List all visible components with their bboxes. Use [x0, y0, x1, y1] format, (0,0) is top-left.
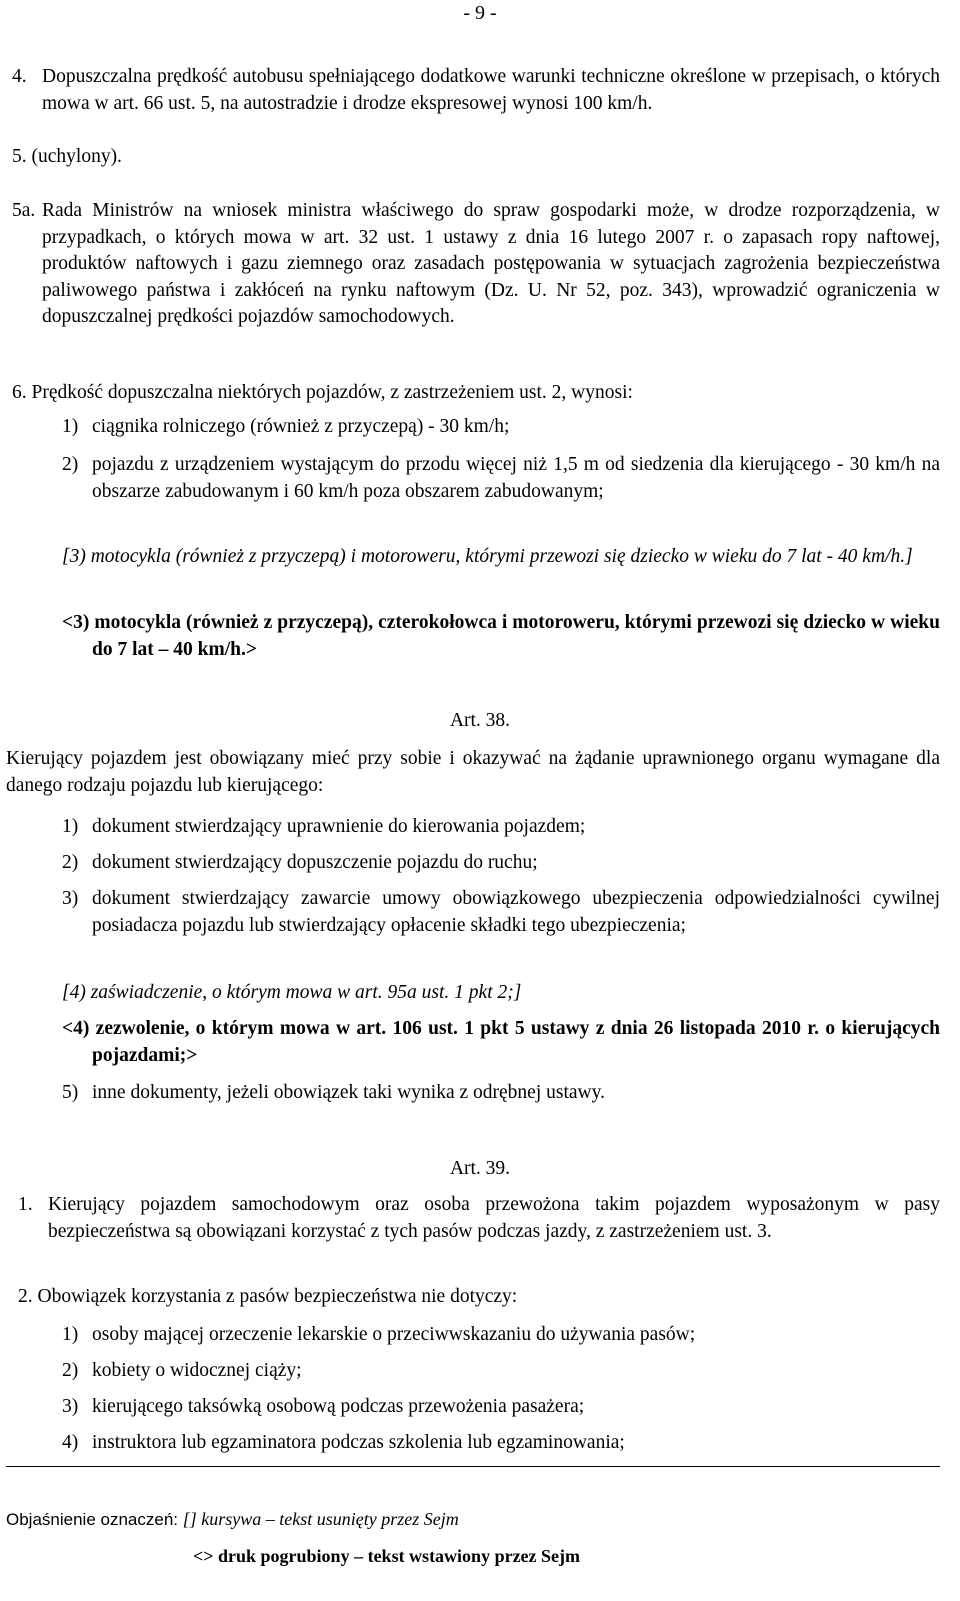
- paragraph-text: (uchylony).: [31, 146, 122, 167]
- article-title: Art. 38.: [449, 710, 511, 731]
- paragraph-text: Rada Ministrów na wniosek ministra właściwego do spraw gospodarki może, w drodze rozporządzenia, w przypadkach, o których mowa w art. 32 ust. 1 ustawy z dnia 16 lutego 2007 r. o zapasach ropy naftowej, produktów naftowych i gazu ziemnego oraz zasadach postępowania w sytuacjach zagrożenia bezpieczeństwa paliwowego państwa i zakłóceń na rynku naftowym (Dz. U. Nr 52, poz. 343), wprowadzić ograniczenia w dopuszczalnej prędkości pojazdów samochodowych.: [42, 200, 940, 327]
- page-number: - 9 -: [463, 2, 497, 24]
- paragraph-5: [12, 144, 940, 171]
- list-item: 2) pojazdu z urządzeniem wystającym do przodu więcej niż 1,5 m od siedzenia dla kierującego - 30 km/h na obszarze zabudowanym i 60 km/h poza obszarem zabudowanym;: [62, 454, 940, 502]
- paragraph-2: [18, 1284, 940, 1311]
- list-item: 1) ciągnika rolniczego (również z przyczepą) - 30 km/h;: [62, 416, 510, 437]
- list-item: 4) instruktora lub egzaminatora podczas szkolenia lub egzaminowania;: [62, 1432, 625, 1453]
- article-intro: Kierujący pojazdem jest obowiązany mieć przy sobie i okazywać na żądanie uprawnionego organu wymagane dla danego rodzaju pojazdu lub kierującego:: [6, 748, 940, 796]
- paragraph-text: Dopuszczalna prędkość autobusu spełniającego dodatkowe warunki techniczne określone w przepisach, o których mowa w art. 66 ust. 5, na autostradzie i drodze ekspresowej wynosi 100 km/h.: [42, 66, 940, 114]
- list-item: 1) osoby mającej orzeczenie lekarskie o przeciwwskazaniu do używania pasów;: [62, 1324, 696, 1345]
- list-item: 2) dokument stwierdzający dopuszczenie pojazdu do ruchu;: [62, 852, 538, 873]
- legend-line-1: [6, 1508, 459, 1531]
- deleted-text: [4) zaświadczenie, o którym mowa w art. 95a ust. 1 pkt 2;]: [62, 982, 522, 1003]
- legend-inserted-description: <> druk pogrubiony – tekst wstawiony przez Sejm: [193, 1546, 581, 1566]
- list-item: 1) dokument stwierdzający uprawnienie do kierowania pojazdem;: [62, 816, 586, 837]
- list-item: 5) inne dokumenty, jeżeli obowiązek taki wynika z odrębnej ustawy.: [62, 1082, 605, 1103]
- paragraph-text: Prędkość dopuszczalna niektórych pojazdów, z zastrzeżeniem ust. 2, wynosi:: [31, 382, 633, 403]
- inserted-text: <3) motocykla (również z przyczepą), czterokołowca i motoroweru, którymi przewozi się dziecko w wieku do 7 lat – 40 km/h.>: [62, 612, 940, 660]
- paragraph-text: Obowiązek korzystania z pasów bezpieczeństwa nie dotyczy:: [37, 1286, 518, 1307]
- paragraph-label: 4.: [12, 66, 27, 87]
- paragraph-label: 6.: [12, 382, 27, 403]
- deleted-text: [3) motocykla (również z przyczepą) i motoroweru, którymi przewozi się dziecko w wieku do 7 lat - 40 km/h.]: [62, 546, 913, 567]
- paragraph-label: 2.: [18, 1286, 33, 1307]
- list-item: 3) kierującego taksówką osobową podczas przewożenia pasażera;: [62, 1396, 585, 1417]
- paragraph-5a: [12, 198, 940, 331]
- footer-divider: [6, 1466, 940, 1467]
- inserted-text: <4) zezwolenie, o którym mowa w art. 106 ust. 1 pkt 5 ustawy z dnia 26 listopada 2010 r. o kierujących pojazdami;>: [62, 1018, 940, 1066]
- paragraph-4: [12, 64, 940, 117]
- article-title: Art. 39.: [449, 1158, 511, 1179]
- paragraph-6: [12, 380, 940, 407]
- paragraph-label: 5.: [12, 146, 27, 167]
- list-item: 2) kobiety o widocznej ciąży;: [62, 1360, 302, 1381]
- paragraph-label: 1.: [18, 1194, 33, 1215]
- paragraph-1: [18, 1192, 940, 1245]
- paragraph-label: 5a.: [12, 200, 36, 221]
- legend-deleted-description: [] kursywa – tekst usunięty przez Sejm: [182, 1509, 459, 1529]
- list-item: 3) dokument stwierdzający zawarcie umowy obowiązkowego ubezpieczenia odpowiedzialności cywilnej posiadacza pojazdu lub stwierdzający opłacenie składki tego ubezpieczenia;: [62, 888, 940, 936]
- paragraph-text: Kierujący pojazdem samochodowym oraz osoba przewożona takim pojazdem wyposażonym w pasy bezpieczeństwa są obowiązani korzystać z tych pasów podczas jazdy, z zastrzeżeniem ust. 3.: [48, 1194, 940, 1242]
- legend-label: Objaśnienie oznaczeń:: [6, 1510, 179, 1529]
